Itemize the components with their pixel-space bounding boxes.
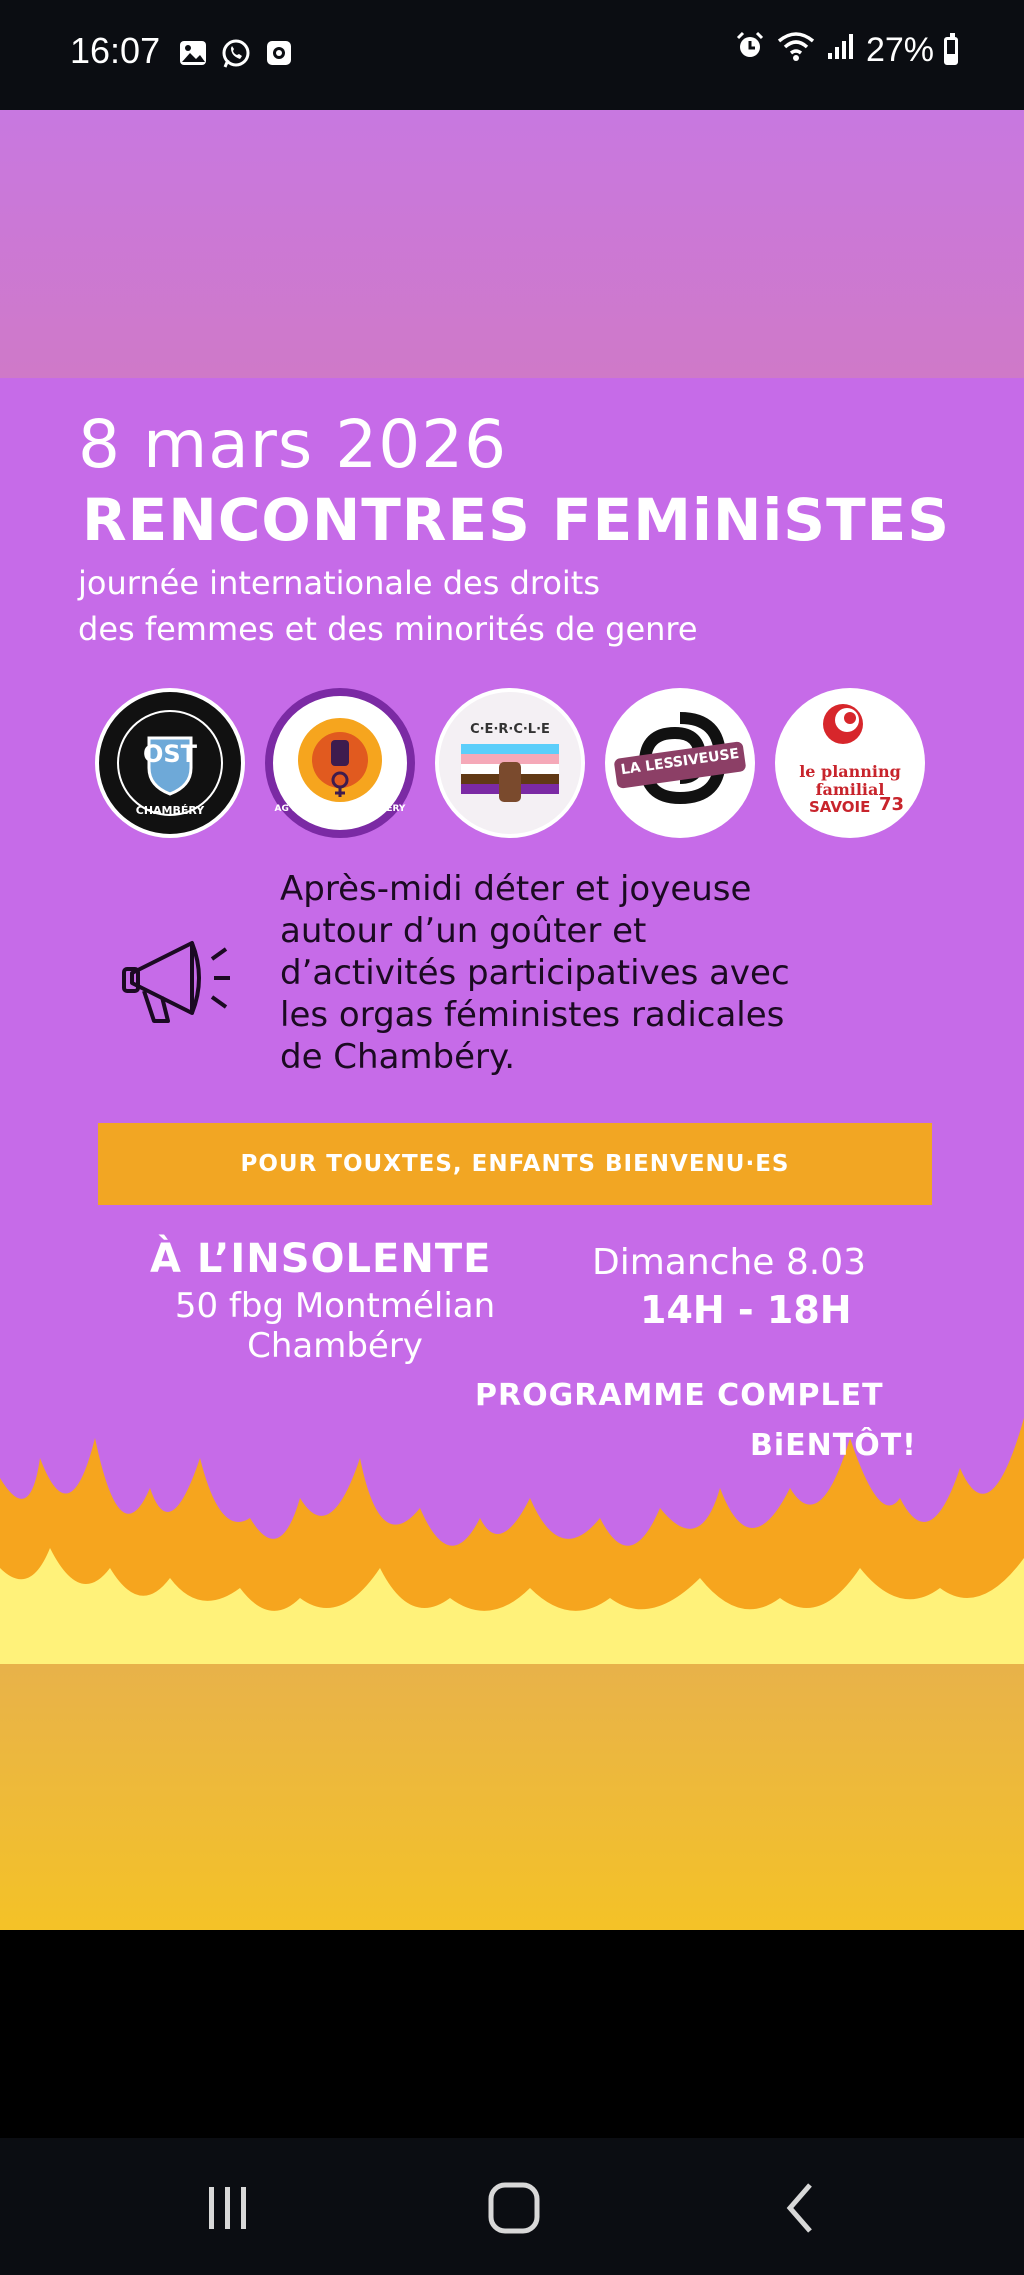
back-icon[interactable] xyxy=(760,2178,840,2238)
app-notification-icon xyxy=(264,38,294,74)
description-line: d’activités participatives avec xyxy=(280,953,790,993)
ost-logo xyxy=(95,688,245,838)
status-system-icons xyxy=(734,30,958,71)
description-line: de Chambéry. xyxy=(280,1037,516,1077)
subtitle-line: des femmes et des minorités de genre xyxy=(78,610,698,648)
event-poster xyxy=(0,110,1024,1930)
poster-date: 8 mars 2026 xyxy=(78,406,508,483)
planning-logo-line3: SAVOIE xyxy=(809,798,871,816)
status-notification-icons xyxy=(178,38,294,74)
description-line: Après-midi déter et joyeuse xyxy=(280,869,752,909)
ost-logo-name: OST xyxy=(142,740,198,768)
programme-announcement-soon: BiENTÔT! xyxy=(750,1428,917,1463)
subtitle-line: journée internationale des droits xyxy=(78,564,601,602)
cercle-logo-name: C·E·R·C·L·E xyxy=(470,722,550,737)
audience-banner: POUR TOUXTES, ENFANTS BIENVENU·ES xyxy=(98,1123,932,1205)
organization-logos xyxy=(95,688,935,848)
ag-logo-text: AG FÉMINISTE CHAMBÉRY xyxy=(274,804,406,814)
event-day: Dimanche 8.03 xyxy=(592,1242,867,1283)
description-line: autour d’un goûter et xyxy=(280,911,647,951)
status-bar xyxy=(0,0,1024,110)
poster-subtitle xyxy=(78,560,698,652)
ost-logo-city: CHAMBÉRY xyxy=(135,804,205,817)
cercle-logo xyxy=(435,688,585,838)
wifi-icon xyxy=(776,30,816,71)
signal-icon xyxy=(826,31,856,70)
event-description xyxy=(280,868,790,1078)
recent-apps-icon[interactable] xyxy=(188,2178,268,2238)
planning-logo-line2: familial xyxy=(815,780,885,799)
description-line: les orgas féministes radicales xyxy=(280,995,785,1035)
megaphone-icon xyxy=(120,923,250,1037)
planning-logo-line1: le planning xyxy=(799,762,901,781)
alarm-icon xyxy=(734,30,766,71)
venue-address xyxy=(140,1286,530,1366)
poster-main xyxy=(0,378,1024,1664)
poster-top-band xyxy=(0,110,1024,378)
lessiveuse-logo-name: LA LESSIVEUSE xyxy=(619,745,741,779)
poster-title: RENCONTRES FEMiNiSTES xyxy=(82,486,951,554)
navigation-bar xyxy=(0,2138,1024,2275)
battery-percentage: 27% xyxy=(865,31,934,69)
venue-address-line: 50 fbg Montmélian xyxy=(174,1286,496,1326)
status-time: 16:07 xyxy=(70,30,161,71)
la-lessiveuse-logo xyxy=(605,688,755,838)
home-icon[interactable] xyxy=(474,2178,554,2238)
programme-announcement: PROGRAMME COMPLET xyxy=(475,1378,884,1413)
venue-city: Chambéry xyxy=(247,1326,423,1366)
planning-familial-logo xyxy=(775,688,925,838)
venue-name: À L’INSOLENTE xyxy=(150,1236,492,1282)
planning-logo-number: 73 xyxy=(879,794,905,815)
event-hours: 14H - 18H xyxy=(640,1288,852,1332)
poster-bottom-band xyxy=(0,1664,1024,1930)
whatsapp-icon xyxy=(220,38,252,74)
gallery-icon xyxy=(178,38,208,74)
battery-icon xyxy=(944,37,958,65)
ag-feministe-logo xyxy=(265,688,415,838)
